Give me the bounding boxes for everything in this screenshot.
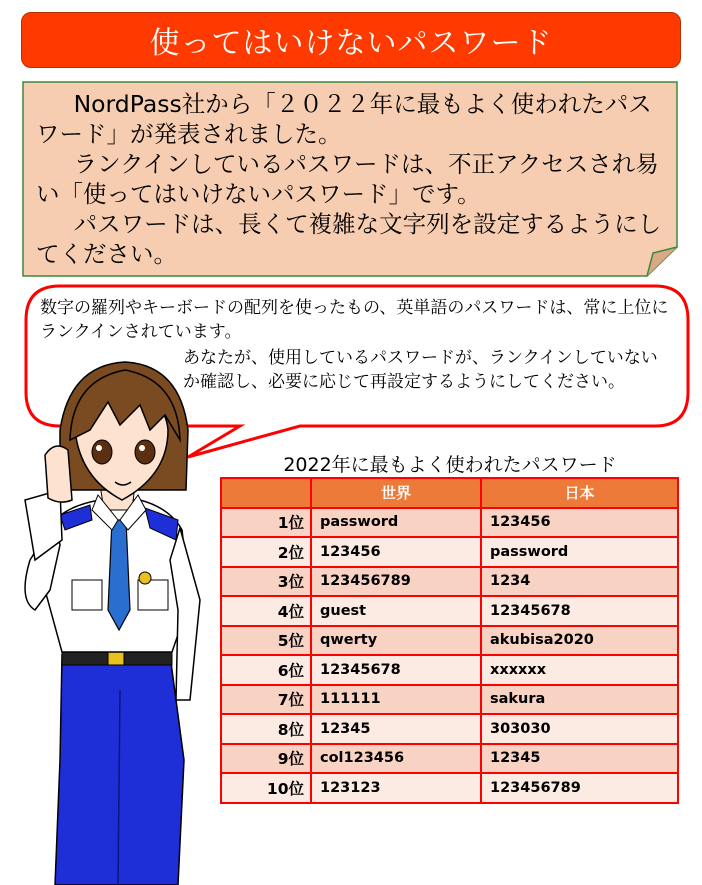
- world-password-cell: 111111: [311, 685, 481, 715]
- speech-text-1: 数字の羅列やキーボードの配列を使ったもの、英単語のパスワードは、常に上位にランクインされています。: [40, 298, 669, 342]
- world-password-cell: guest: [311, 596, 481, 626]
- japan-password-cell: akubisa2020: [481, 626, 678, 656]
- japan-password-cell: 123456789: [481, 773, 678, 803]
- world-password-cell: col123456: [311, 744, 481, 774]
- rank-cell: 2位: [221, 537, 311, 567]
- table-row: [221, 567, 678, 597]
- table-row: [221, 626, 678, 656]
- intro-text: [36, 89, 666, 269]
- rank-cell: 6位: [221, 655, 311, 685]
- world-password-cell: 123123: [311, 773, 481, 803]
- rank-cell: 9位: [221, 744, 311, 774]
- table-row: [221, 537, 678, 567]
- table-row: [221, 508, 678, 538]
- header-japan: 日本: [481, 478, 678, 508]
- intro-note: [22, 81, 678, 277]
- intro-paragraph-2: ランクインしているパスワードは、不正アクセスされ易い「使ってはいけないパスワード」です。: [36, 150, 659, 208]
- rank-cell: 8位: [221, 714, 311, 744]
- table-caption: 2022年に最もよく使われたパスワード: [283, 454, 617, 476]
- table-row: [221, 744, 678, 774]
- rank-cell: 1位: [221, 508, 311, 538]
- header-rank: [221, 478, 311, 508]
- japan-password-cell: xxxxxx: [481, 655, 678, 685]
- rank-cell: 5位: [221, 626, 311, 656]
- rank-cell: 7位: [221, 685, 311, 715]
- rank-cell: 10位: [221, 773, 311, 803]
- japan-password-cell: password: [481, 537, 678, 567]
- world-password-cell: 123456: [311, 537, 481, 567]
- japan-password-cell: 123456: [481, 508, 678, 538]
- table-row: [221, 714, 678, 744]
- table-row: [221, 773, 678, 803]
- table-row: [221, 596, 678, 626]
- japan-password-cell: 1234: [481, 567, 678, 597]
- japan-password-cell: 12345: [481, 744, 678, 774]
- speech-text-2: あなたが、使用しているパスワードが、ランクインしていないか確認し、必要に応じて再設定するようにしてください。: [183, 348, 658, 392]
- japan-password-cell: 303030: [481, 714, 678, 744]
- page-title: 使ってはいけないパスワード: [21, 12, 681, 68]
- rank-cell: 4位: [221, 596, 311, 626]
- password-ranking-table: [220, 477, 679, 804]
- table-row: [221, 655, 678, 685]
- japan-password-cell: sakura: [481, 685, 678, 715]
- header-world: 世界: [311, 478, 481, 508]
- world-password-cell: password: [311, 508, 481, 538]
- world-password-cell: 12345: [311, 714, 481, 744]
- world-password-cell: 12345678: [311, 655, 481, 685]
- intro-paragraph-1: NordPass社から「２０２２年に最もよく使われたパスワード」が発表されました。: [36, 90, 652, 148]
- japan-password-cell: 12345678: [481, 596, 678, 626]
- table-row: [221, 685, 678, 715]
- intro-paragraph-3: パスワードは、長くて複雑な文字列を設定するようにしてください。: [36, 210, 662, 268]
- world-password-cell: 123456789: [311, 567, 481, 597]
- rank-cell: 3位: [221, 567, 311, 597]
- world-password-cell: qwerty: [311, 626, 481, 656]
- police-officer-illustration: [0, 350, 215, 885]
